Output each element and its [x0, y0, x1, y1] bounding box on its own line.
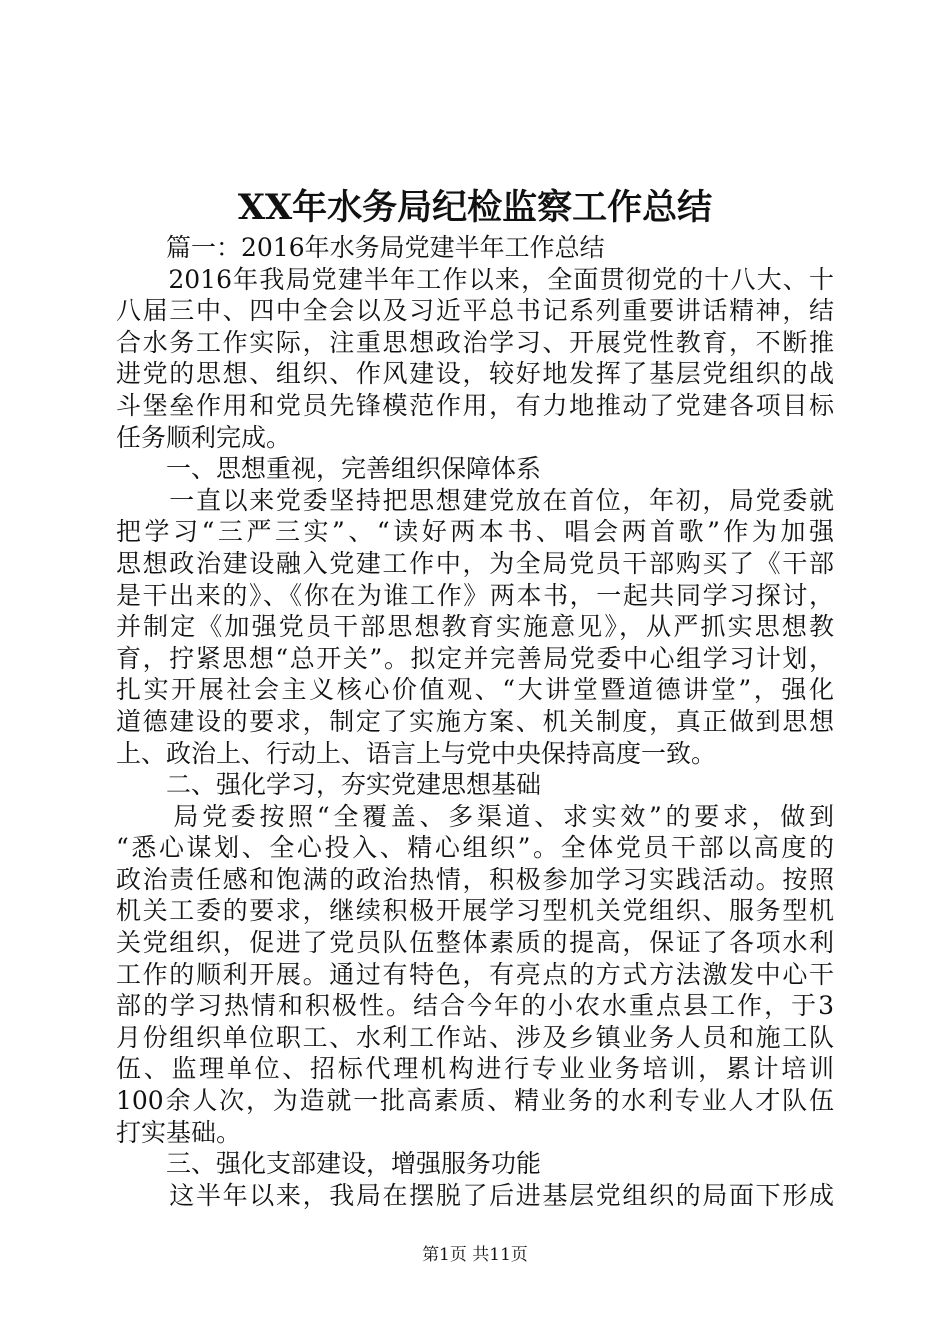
text-line: 部的学习热情和积极性。结合今年的小农水重点县工作，于3 — [116, 991, 834, 1021]
text-line: 伍、监理单位、招标代理机构进行专业业务培训，累计培训 — [116, 1054, 834, 1084]
text-line: 机关工委的要求，继续积极开展学习型机关党组织、服务型机 — [116, 896, 834, 926]
text-line: 政治责任感和饱满的政治热情，积极参加学习实践活动。按照 — [116, 864, 834, 894]
text-line: 工作的顺利开展。通过有特色，有亮点的方式方法激发中心干 — [116, 959, 834, 989]
text-line: 把学习“三严三实”、“读好两本书、唱会两首歌”作为加强 — [116, 517, 834, 547]
text-line: 任务顺利完成。 — [116, 422, 292, 452]
text-line: 道德建设的要求，制定了实施方案、机关制度，真正做到思想 — [116, 706, 834, 736]
text-line: 篇一：2016年水务局党建半年工作总结 — [116, 233, 605, 262]
text-line: 三、强化支部建设，增强服务功能 — [116, 1149, 542, 1179]
text-line: 局党委按照“全覆盖、多渠道、求实效”的要求，做到 — [116, 801, 834, 831]
text-line: 二、强化学习，夯实党建思想基础 — [116, 770, 542, 800]
text-line: 月份组织单位职工、水利工作站、涉及乡镇业务人员和施工队 — [116, 1022, 834, 1052]
document-title: XX年水务局纪检监察工作总结 — [237, 187, 713, 228]
text-line: 八届三中、四中全会以及习近平总书记系列重要讲话精神，结 — [116, 296, 834, 326]
text-line: “悉心谋划、全心投入、精心组织”。全体党员干部以高度的 — [116, 833, 834, 863]
text-line: 合水务工作实际，注重思想政治学习、开展党性教育，不断推 — [116, 327, 834, 357]
text-line: 这半年以来，我局在摆脱了后进基层党组织的局面下形成 — [116, 1180, 834, 1210]
document-body — [116, 232, 834, 1211]
text-line: 2016年我局党建半年工作以来，全面贯彻党的十八大、十 — [116, 264, 834, 294]
page-footer: 第1页 共11页 — [422, 1245, 528, 1265]
text-line: 并制定《加强党员干部思想教育实施意见》，从严抓实思想教 — [116, 612, 834, 642]
text-line: 关党组织，促进了党员队伍整体素质的提高，保证了各项水利 — [116, 928, 834, 958]
text-line: 思想政治建设融入党建工作中，为全局党员干部购买了《干部 — [116, 548, 834, 578]
text-line: 一、思想重视，完善组织保障体系 — [116, 454, 542, 484]
text-line: 扎实开展社会主义核心价值观、“大讲堂暨道德讲堂”，强化 — [116, 675, 834, 705]
text-line: 打实基础。 — [116, 1117, 242, 1147]
text-line: 育，拧紧思想“总开关”。拟定并完善局党委中心组学习计划， — [116, 643, 834, 673]
text-line: 斗堡垒作用和党员先锋模范作用，有力地推动了党建各项目标 — [116, 390, 834, 420]
text-line: 进党的思想、组织、作风建设，较好地发挥了基层党组织的战 — [116, 359, 834, 389]
text-line: 是干出来的》、《你在为谁工作》两本书，一起共同学习探讨， — [116, 580, 834, 610]
text-line: 100余人次，为造就一批高素质、精业务的水利专业人才队伍 — [116, 1086, 834, 1116]
text-line: 一直以来党委坚持把思想建党放在首位，年初，局党委就 — [116, 485, 834, 515]
text-line: 上、政治上、行动上、语言上与党中央保持高度一致。 — [116, 738, 717, 768]
